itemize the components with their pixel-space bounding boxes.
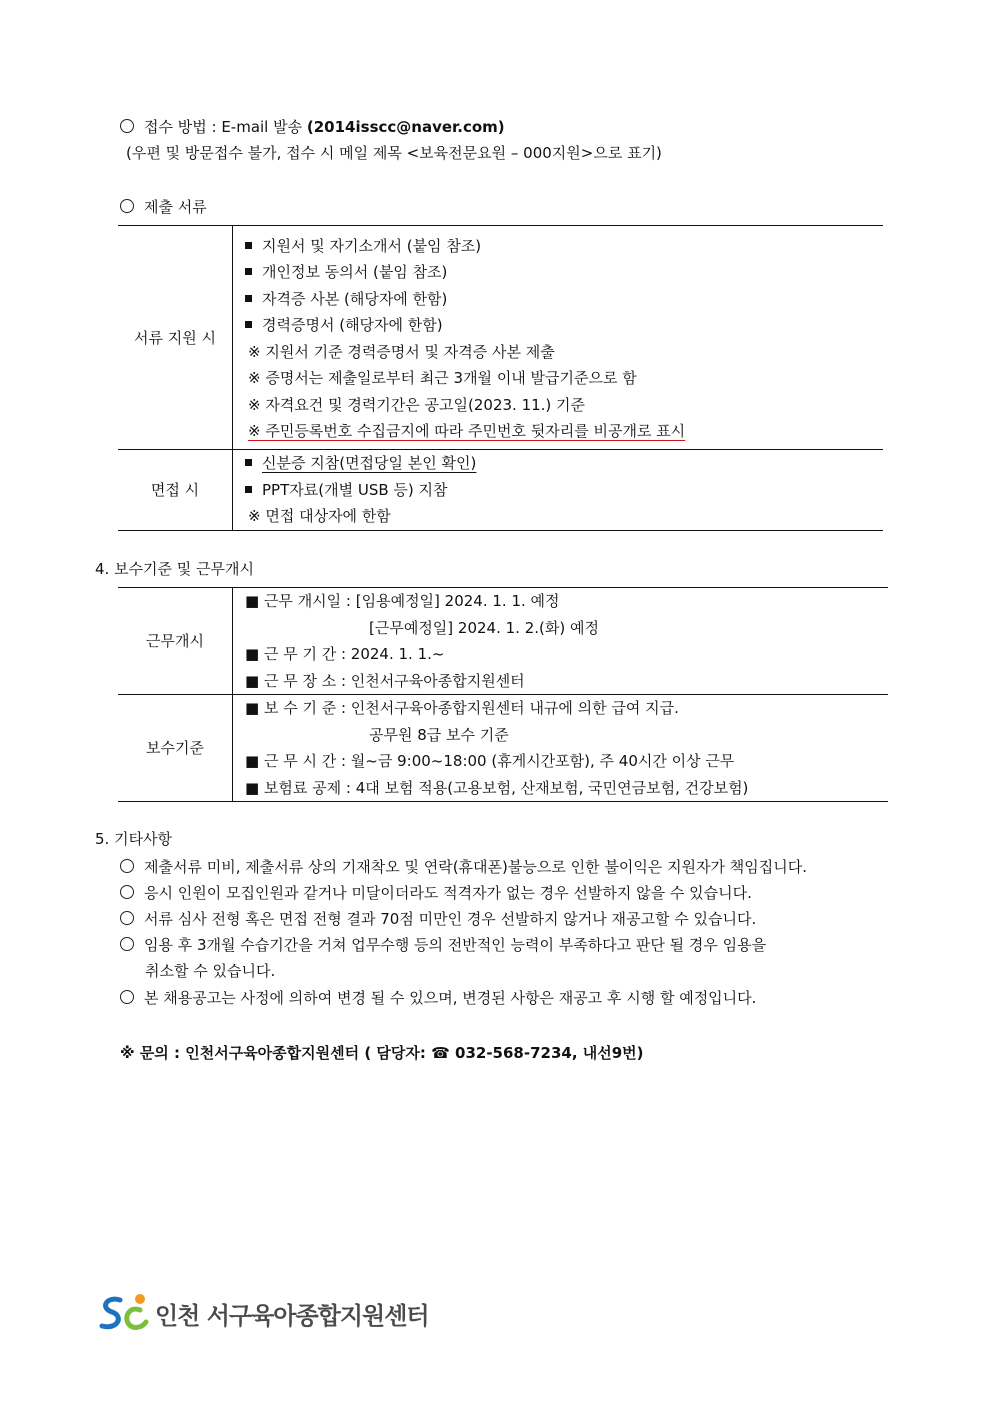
note-item: ※ 자격요건 및 경력기간은 공고일(2023. 11.) 기준 — [248, 395, 586, 414]
documents-row-label: 면접 시 — [118, 450, 233, 531]
pay-line: ■ 근 무 기 간 : 2024. 1. 1.~ — [245, 645, 445, 663]
pay-heading: 4. 보수기준 및 근무개시 — [95, 560, 255, 578]
submission-method-line — [120, 117, 505, 137]
etc-item-text: 제출서류 미비, 제출서류 상의 기재착오 및 연락(휴대폰)불능으로 인한 불이익은 지원자가 책임집니다. — [144, 858, 808, 876]
list-item-text: 신분증 지참(면접당일 본인 확인) — [262, 454, 477, 472]
pay-line: 공무원 8급 보수 기준 — [369, 725, 509, 744]
pay-table — [118, 587, 888, 802]
etc-item — [120, 857, 807, 877]
etc-item-continuation: 취소할 수 있습니다. — [145, 962, 276, 980]
square-bullet-icon — [245, 295, 252, 302]
pay-row-start — [118, 588, 888, 695]
pay-line: [근무예정일] 2024. 1. 2.(화) 예정 — [369, 618, 599, 637]
documents-row-application — [118, 226, 883, 450]
list-item-text: 경력증명서 (해당자에 한함) — [262, 316, 443, 334]
note-item: ※ 면접 대상자에 한함 — [248, 507, 391, 525]
note-item-text: ※ 주민등록번호 수집금지에 따라 주민번호 뒷자리를 비공개로 표시 — [248, 422, 686, 440]
list-item — [245, 259, 883, 286]
documents-row-content — [233, 226, 884, 450]
circle-bullet-icon — [120, 199, 134, 213]
list-item — [245, 286, 883, 313]
note-item-underlined — [245, 418, 883, 445]
documents-row-content — [233, 450, 884, 531]
list-item-text: 지원서 및 자기소개서 (붙임 참조) — [262, 236, 482, 255]
pay-line: ■ 보 수 기 준 : 인천서구육아종합지원센터 내규에 의한 급여 지급. — [245, 699, 679, 717]
circle-bullet-icon — [120, 885, 134, 899]
etc-item — [120, 935, 766, 955]
etc-item — [120, 988, 756, 1008]
etc-item-text: 임용 후 3개월 수습기간을 거쳐 업무수행 등의 전반적인 능력이 부족하다고 판단 될 경우 임용을 — [144, 936, 767, 954]
pay-line: ■ 보험료 공제 : 4대 보험 적용(고용보험, 산재보험, 국민연금보험, 건강보험) — [245, 778, 749, 797]
etc-item — [120, 883, 752, 903]
circle-bullet-icon — [120, 859, 134, 873]
pay-row-content — [233, 588, 889, 695]
etc-item-text: 응시 인원이 모집인원과 같거나 미달이더라도 적격자가 없는 경우 선발하지 않을 수 있습니다. — [144, 884, 752, 902]
documents-row-label: 서류 지원 시 — [118, 226, 233, 450]
center-logo-icon — [96, 1290, 152, 1336]
circle-bullet-icon — [120, 119, 134, 133]
list-item-text: 자격증 사본 (해당자에 한함) — [262, 289, 448, 308]
note-item: ※ 지원서 기준 경력증명서 및 자격증 사본 제출 — [248, 342, 555, 361]
pay-row-label: 보수기준 — [118, 695, 233, 802]
contact-line: ※ 문의 : 인천서구육아종합지원센터 ( 담당자: ☎ 032-568-7234, 내선9번) — [120, 1044, 644, 1062]
pay-line: ■ 근 무 장 소 : 인천서구육아종합지원센터 — [245, 671, 525, 690]
submission-method-label: 접수 방법 : E-mail 발송 — [144, 118, 303, 136]
circle-bullet-icon — [120, 937, 134, 951]
list-item — [245, 233, 883, 260]
square-bullet-icon — [245, 321, 252, 328]
documents-table — [118, 225, 883, 531]
documents-row-interview — [118, 450, 883, 531]
list-item — [245, 477, 883, 504]
list-item — [245, 450, 883, 477]
square-bullet-icon — [245, 268, 252, 275]
pay-line: ■ 근무 개시일 : [임용예정일] 2024. 1. 1. 예정 — [245, 592, 560, 610]
circle-bullet-icon — [120, 990, 134, 1004]
square-bullet-icon — [245, 486, 252, 493]
circle-bullet-icon — [120, 911, 134, 925]
etc-item — [120, 909, 756, 929]
note-item: ※ 증명서는 제출일로부터 최근 3개월 이내 발급기준으로 함 — [248, 369, 637, 387]
pay-row-salary — [118, 695, 888, 802]
submission-email: (2014isscc@naver.com) — [306, 118, 505, 136]
list-item-text: PPT자료(개별 USB 등) 지참 — [262, 480, 448, 499]
submission-note: (우편 및 방문접수 불가, 접수 시 메일 제목 <보육전문요원 – 000지원>으로 표기) — [126, 144, 662, 162]
etc-heading: 5. 기타사항 — [95, 830, 173, 848]
list-item-text: 개인정보 동의서 (붙임 참조) — [262, 263, 448, 281]
documents-title: 제출 서류 — [144, 198, 207, 216]
etc-item-text: 서류 심사 전형 혹은 면접 전형 결과 70점 미만인 경우 선발하지 않거나 재공고할 수 있습니다. — [144, 910, 757, 928]
etc-item-text: 본 채용공고는 사정에 의하여 변경 될 수 있으며, 변경된 사항은 재공고 후 시행 할 예정입니다. — [144, 989, 757, 1007]
list-item — [245, 312, 883, 339]
center-logo-text: 인천 서구육아종합지원센터 — [155, 1302, 429, 1330]
pay-row-content — [233, 695, 889, 802]
pay-row-label: 근무개시 — [118, 588, 233, 695]
documents-title-line — [120, 197, 207, 217]
square-bullet-icon — [245, 459, 252, 466]
pay-line: ■ 근 무 시 간 : 월~금 9:00~18:00 (휴게시간포함), 주 40시간 이상 근무 — [245, 752, 735, 770]
square-bullet-icon — [245, 242, 252, 249]
